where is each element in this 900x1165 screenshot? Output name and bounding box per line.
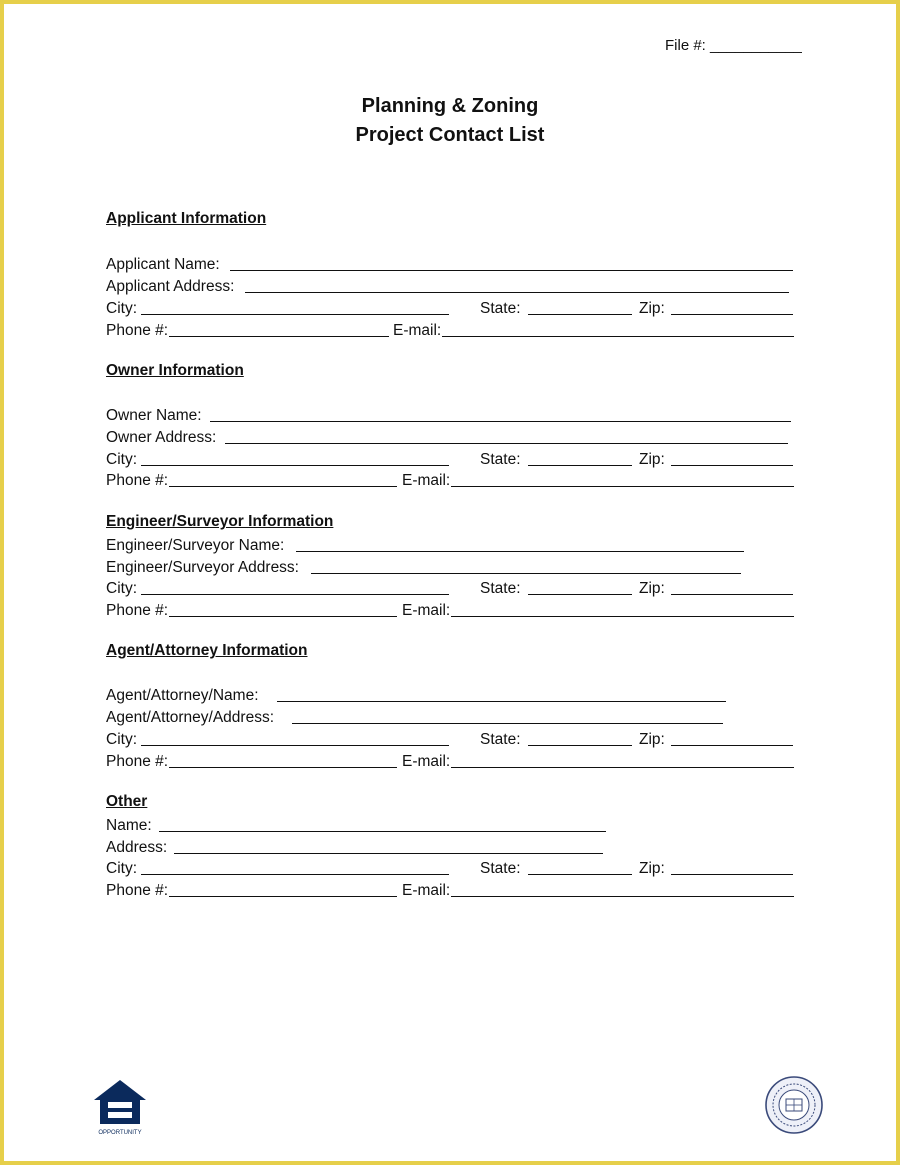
agent-address-label: Agent/Attorney/Address: [106,709,275,726]
owner-phone-field[interactable] [169,472,397,487]
engineer-email-field[interactable] [451,602,794,617]
engineer-phone-label: Phone #: [106,602,169,619]
engineer-city-field[interactable] [141,580,449,595]
agent-city-field[interactable] [141,731,449,746]
engineer-phone-field[interactable] [169,602,397,617]
applicant-name-field[interactable] [230,256,793,271]
title-line-1: Planning & Zoning [361,95,539,117]
other-phone-row [106,880,796,901]
agent-zip-label: Zip: [639,731,665,748]
engineer-city-row [106,578,796,599]
owner-state-field[interactable] [528,451,632,466]
applicant-phone-label: Phone #: [106,322,169,339]
agent-phone-field[interactable] [169,753,397,768]
applicant-state-field[interactable] [528,300,632,315]
agent-phone-label: Phone #: [106,753,169,770]
city-seal-icon [764,1075,824,1135]
agent-state-field[interactable] [528,731,632,746]
applicant-email-field[interactable] [442,322,794,337]
other-zip-label: Zip: [639,860,665,877]
engineer-address-field[interactable] [311,559,741,574]
engineer-name-row [106,535,796,556]
agent-address-row [106,707,796,728]
applicant-phone-field[interactable] [169,322,389,337]
engineer-zip-field[interactable] [671,580,793,595]
owner-phone-label: Phone #: [106,472,169,489]
owner-name-field[interactable] [210,407,791,422]
owner-address-field[interactable] [225,429,788,444]
other-name-row [106,815,796,836]
applicant-address-label: Applicant Address: [106,278,235,295]
other-city-label: City: [106,860,137,877]
other-address-row [106,837,796,858]
engineer-name-field[interactable] [296,537,744,552]
section-heading-other: Other [106,793,148,810]
agent-address-field[interactable] [292,709,723,724]
agent-city-label: City: [106,731,137,748]
other-address-label: Address: [106,839,168,856]
other-email-field[interactable] [451,882,794,897]
section-heading-owner: Owner Information [106,362,244,379]
applicant-name-row [106,254,796,275]
other-state-field[interactable] [528,860,632,875]
other-name-field[interactable] [159,817,606,832]
engineer-zip-label: Zip: [639,580,665,597]
section-heading-agent: Agent/Attorney Information [106,642,308,659]
other-city-row [106,858,796,879]
section-heading-engineer: Engineer/Surveyor Information [106,513,334,530]
equal-housing-text: OPPORTUNITY [98,1130,142,1136]
other-city-field[interactable] [141,860,449,875]
engineer-city-label: City: [106,580,137,597]
owner-city-row [106,449,796,470]
agent-phone-row [106,751,796,772]
owner-zip-label: Zip: [639,451,665,468]
engineer-address-label: Engineer/Surveyor Address: [106,559,299,576]
engineer-email-label: E-mail: [402,602,451,619]
applicant-email-label: E-mail: [393,322,442,339]
owner-state-label: State: [480,451,521,468]
owner-city-field[interactable] [141,451,449,466]
engineer-state-label: State: [480,580,521,597]
owner-city-label: City: [106,451,137,468]
applicant-state-label: State: [480,300,521,317]
owner-address-label: Owner Address: [106,429,217,446]
applicant-city-field[interactable] [141,300,449,315]
agent-email-field[interactable] [451,753,794,768]
applicant-phone-row [106,320,796,341]
section-heading-applicant: Applicant Information [106,210,267,227]
applicant-zip-label: Zip: [639,300,665,317]
engineer-state-field[interactable] [528,580,632,595]
page-title [4,92,896,150]
applicant-address-row [106,276,796,297]
agent-state-label: State: [480,731,521,748]
owner-address-row [106,427,796,448]
owner-name-row [106,405,796,426]
applicant-city-row [106,298,796,319]
applicant-name-label: Applicant Name: [106,256,220,273]
other-phone-label: Phone #: [106,882,169,899]
applicant-zip-field[interactable] [671,300,793,315]
agent-zip-field[interactable] [671,731,793,746]
applicant-address-field[interactable] [245,278,789,293]
agent-name-row [106,685,796,706]
owner-email-label: E-mail: [402,472,451,489]
agent-email-label: E-mail: [402,753,451,770]
agent-name-label: Agent/Attorney/Name: [106,687,259,704]
applicant-city-label: City: [106,300,137,317]
agent-name-field[interactable] [277,687,726,702]
other-phone-field[interactable] [169,882,397,897]
owner-email-field[interactable] [451,472,794,487]
agent-city-row [106,729,796,750]
equal-housing-opportunity-icon [92,1078,148,1138]
owner-phone-row [106,470,796,491]
other-address-field[interactable] [174,839,603,854]
engineer-phone-row [106,600,796,621]
other-zip-field[interactable] [671,860,793,875]
engineer-address-row [106,557,796,578]
other-state-label: State: [480,860,521,877]
other-email-label: E-mail: [402,882,451,899]
file-number-field[interactable]: File #: ___________ [665,37,802,54]
engineer-name-label: Engineer/Surveyor Name: [106,537,285,554]
other-name-label: Name: [106,817,152,834]
owner-zip-field[interactable] [671,451,793,466]
owner-name-label: Owner Name: [106,407,202,424]
title-line-2: Project Contact List [355,124,545,146]
